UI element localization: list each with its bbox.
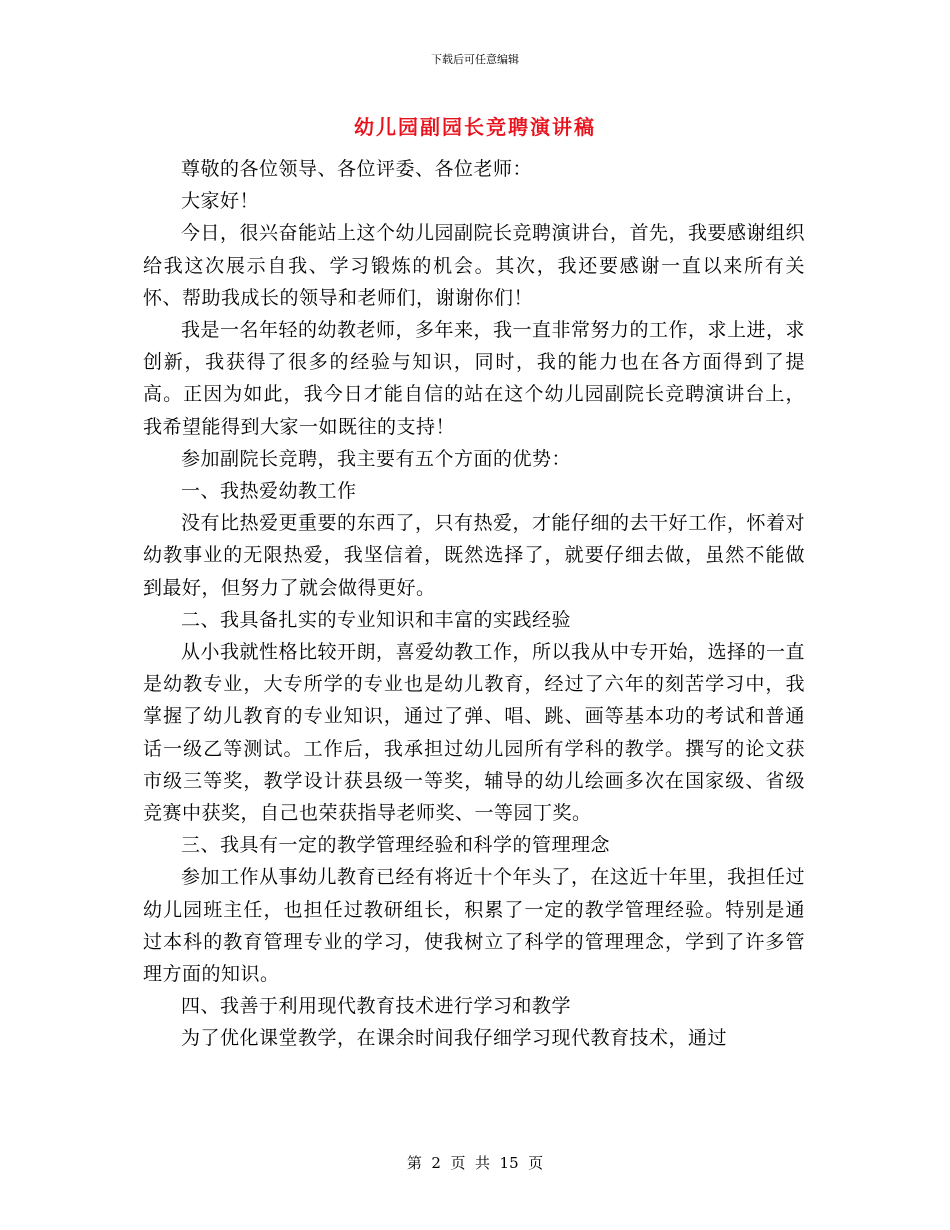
body-paragraph: 没有比热爱更重要的东西了，只有热爱，才能仔细的去干好工作，怀着对幼教事业的无限热爱，我坚信着，既然选择了，就要仔细去做，虽然不能做到最好，但努力了就会做得更好。 [143, 512, 806, 599]
body-paragraph: 今日，很兴奋能站上这个幼儿园副院长竞聘演讲台，首先，我要感谢组织给我这次展示自我、学习锻炼的机会。其次，我还要感谢一直以来所有关怀、帮助我成长的领导和老师们，谢谢你们！ [143, 222, 806, 309]
salutation: 尊敬的各位领导、各位评委、各位老师： [181, 158, 533, 180]
body-paragraph: 我是一名年轻的幼教老师，多年来，我一直非常努力的工作，求上进，求创新，我获得了很多的经验与知识，同时，我的能力也在各方面得到了提高。正因为如此，我今日才能自信的站在这个幼儿园副院长竞聘演讲台上，我希望能得到大家一如既往的支持！ [143, 319, 806, 438]
header-note: 下载后可任意编辑 [431, 53, 519, 66]
body-paragraph: 参加工作从事幼儿教育已经有将近十个年头了，在这近十年里，我担任过幼儿园班主任，也担任过教研组长，积累了一定的教学管理经验。特别是通过本科的教育管理专业的学习，使我树立了科学的管理理念，学到了许多管理方面的知识。 [143, 866, 806, 986]
section-heading: 四、我善于利用现代教育技术进行学习和教学 [181, 995, 572, 1018]
section-heading: 一、我热爱幼教工作 [181, 480, 357, 503]
body-paragraph: 为了优化课堂教学，在课余时间我仔细学习现代教育技术，通过 [181, 1027, 728, 1050]
body-paragraph: 从小我就性格比较开朗，喜爱幼教工作，所以我从中专开始，选择的一直是幼教专业，大专所学的专业也是幼儿教育，经过了六年的刻苦学习中，我掌握了幼儿教育的专业知识，通过了弹、唱、跳、画等基本功的考试和普通话一级乙等测试。工作后，我承担过幼儿园所有学科的教学。撰写的论文获市级三等奖，教学设计获县级一等奖，辅导的幼儿绘画多次在国家级、省级竞赛中获奖，自己也荣获指导老师奖、一等园丁奖。 [143, 641, 806, 825]
greeting: 大家好！ [181, 190, 260, 213]
section-heading: 三、我具有一定的教学管理经验和科学的管理理念 [181, 834, 611, 857]
document-body [143, 153, 805, 1055]
section-heading: 二、我具备扎实的专业知识和丰富的实践经验 [181, 608, 572, 631]
body-paragraph: 参加副院长竞聘，我主要有五个方面的优势： [181, 447, 572, 470]
page-number: 第 2 页 共 15 页 [406, 1154, 544, 1172]
document-title: 幼儿园副园长竞聘演讲稿 [354, 115, 596, 139]
